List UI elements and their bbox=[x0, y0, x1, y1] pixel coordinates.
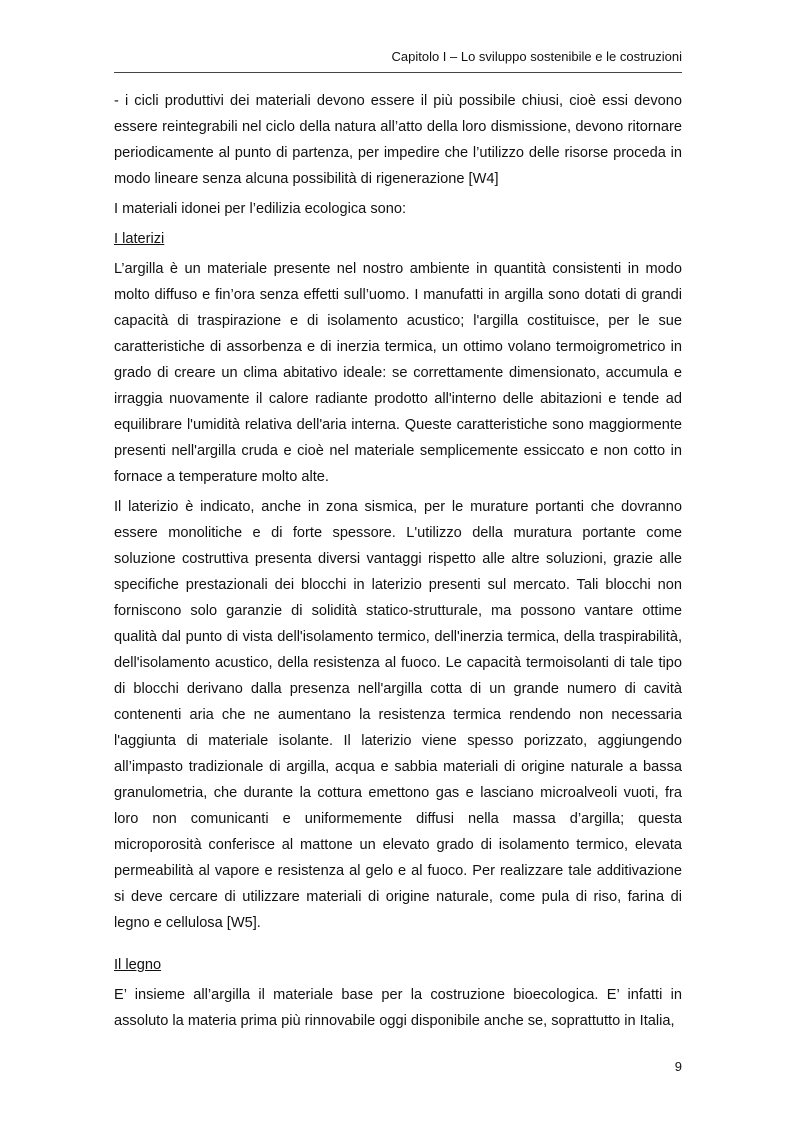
paragraph-legno: E’ insieme all’argilla il materiale base per la costruzione bioecologica. E’ infatti in assoluto la materia prima più rinnovabile oggi disponibile anche se, soprattutto in Italia, bbox=[114, 987, 682, 1029]
section-heading-laterizi: I laterizi bbox=[114, 231, 165, 247]
paragraph-cicli-produttivi: - i cicli produttivi dei materiali devono essere il più possibile chiusi, cioè essi devono essere reintegrabili nel ciclo della natura all’atto della loro dismissione, devono ritornare periodicamente al punto di partenza, per impedire che l’utilizzo delle risorse proceda in modo lineare senza alcuna possibilità di rigenerazione [W4] bbox=[114, 93, 682, 187]
paragraph-materiali-idonei: I materiali idonei per l’edilizia ecologica sono: bbox=[114, 201, 407, 217]
paragraph-laterizio: Il laterizio è indicato, anche in zona sismica, per le murature portanti che dovranno essere monolitiche e di forte spessore. L'utilizzo della muratura portante come soluzione costruttiva presenta diversi vantaggi rispetto alle altre soluzioni, grazie alle specifiche prestazionali dei blocchi in laterizio presenti sul mercato. Tali blocchi non forniscono solo garanzie di solidità statico-strutturale, ma possono vantare ottime qualità dal punto di vista dell'isolamento termico, dell'inerzia termica, della traspirabilità, dell'isolamento acustico, della resistenza al fuoco. Le capacità termoisolanti di tale tipo di blocchi derivano dalla presenza nell'argilla cotta di un grande numero di cavità contenenti aria che ne aumentano la resistenza termica rendendo non necessaria l'aggiunta di materiale isolante. Il laterizio viene spesso porizzato, aggiungendo all’impasto tradizionale di argilla, acqua e sabbia materiali di origine naturale a bassa granulometria, che durante la cottura emettono gas e lasciano microalveoli vuoti, fra loro non comunicanti e uniformemente diffusi nella massa d’argilla; questa microporosità conferisce al mattone un elevato grado di isolamento termico, elevata permeabilità al vapore e resistenza al gelo e al fuoco. Per realizzare tale additivazione si deve cercare di utilizzare materiali di origine naturale, come pula di riso, farina di legno e cellulosa [W5]. bbox=[114, 499, 682, 931]
paragraph-argilla: L’argilla è un materiale presente nel nostro ambiente in quantità consistenti in modo molto diffuso e fin’ora senza effetti sull’uomo. I manufatti in argilla sono dotati di grandi capacità di traspirazione e di isolamento acustico; l'argilla costituisce, per le sue caratteristiche di assorbenza e di inerzia termica, un ottimo volano termoigrometrico in grado di creare un clima abitativo ideale: se correttamente dimensionato, accumula e irraggia nuovamente il calore radiante prodotto all'interno delle abitazioni e tende ad equilibrare l'umidità relativa dell'aria interna. Queste caratteristiche sono maggiormente presenti nell'argilla cruda e cioè nel materiale semplicemente essiccato e non cotto in fornace a temperature molto alte. bbox=[114, 261, 682, 485]
section-heading-legno: Il legno bbox=[114, 957, 162, 973]
running-header: Capitolo I – Lo sviluppo sostenibile e le costruzioni bbox=[114, 48, 682, 73]
page-body bbox=[114, 88, 682, 1038]
page-number: 9 bbox=[674, 1059, 682, 1074]
